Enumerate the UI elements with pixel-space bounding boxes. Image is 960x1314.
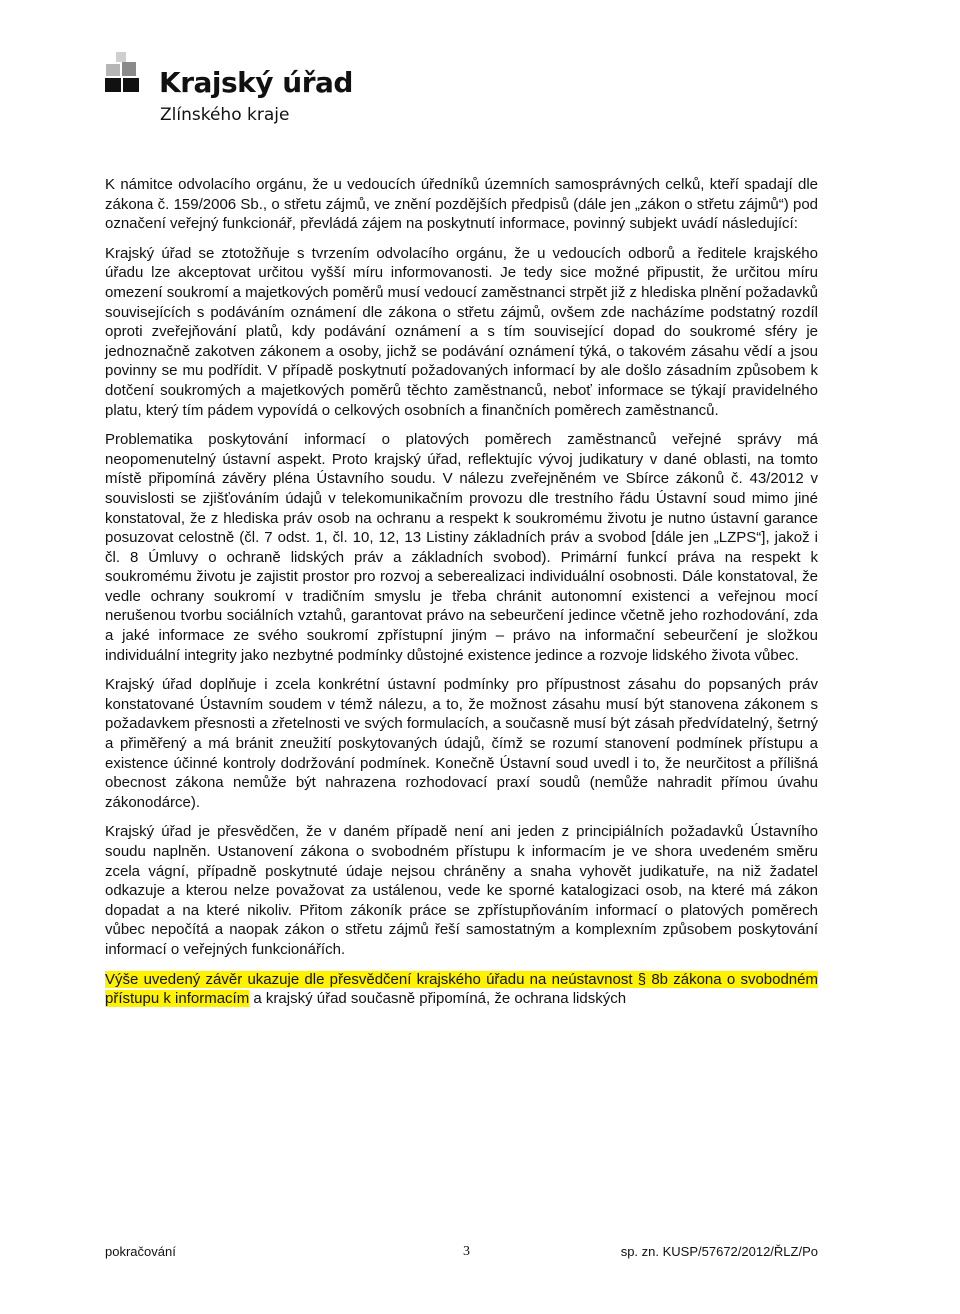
document-body: [105, 175, 818, 1019]
highlighted-text: Výše uvedený závěr ukazuje dle přesvědčení krajského úřadu na neústavnost § 8b zákona o svobodném přístupu k informacím: [105, 970, 818, 1008]
logo-title: Krajský úřad: [159, 66, 353, 99]
logo: [96, 50, 396, 130]
file-reference: sp. zn. KUSP/57672/2012/ŘLZ/Po: [620, 1244, 818, 1259]
footer-continuation: pokračování: [105, 1244, 176, 1259]
paragraph-5: Krajský úřad je přesvědčen, že v daném případě není ani jeden z principiálních požadavků Ústavního soudu naplněn. Ustanovení zákona o svobodném přístupu k informacím je ve shora uvedeném směru zcela vágní, případně poskytnuté údaje nejsou chráněny a snaha vyhovět judikatuře, na niž žadatel odkazuje a kterou nelze považovat za ustálenou, vede ke sporné katalogizaci osob, na které má zákon dopadat a na které nikoliv. Přitom zákoník práce se zpřístupňováním informací o platových poměrech vůbec nepočítá a naopak zákon o střetu zájmů řeší samostatným a komplexním způsobem poskytování informací o veřejných funkcionářích.: [105, 823, 818, 958]
logo-squares-icon: [96, 50, 156, 110]
logo-subtitle: Zlínského kraje: [160, 105, 290, 125]
page-number: 3: [463, 1244, 470, 1259]
paragraph-2: Krajský úřad se ztotožňuje s tvrzením odvolacího orgánu, že u vedoucích odborů a ředitele krajského úřadu lze akceptovat určitou vyšší míru informovanosti. Je tedy sice možné připustit, že určitou míru omezení soukromí a majetkových poměrů musí vedoucí zaměstnanci strpět již z hlediska plnění požadavků souvisejících s podáváním oznámení dle zákona o střetu zájmů, ovšem zde nacházíme podstatný rozdíl oproti zveřejňování platů, kdy podávání oznámení a s tím související dopad do soukromé sféry je jednoznačně zakotven zákonem a osoby, jichž se podávání oznámení týká, o takovém zásahu vědí a jsou povinny se mu podřídit. V případě poskytnutí požadovaných informací by ale došlo zásadním způsobem k dotčení soukromých a majetkových poměrů těchto zaměstnanců, neboť informace se týkají pravidelného platu, který tím pádem vypovídá o celkových osobních a finančních poměrech zaměstnanců.: [105, 244, 818, 419]
paragraph-6-rest: a krajský úřad současně připomíná, že ochrana lidských: [249, 990, 627, 1008]
paragraph-1: K námitce odvolacího orgánu, že u vedoucích úředníků územních samosprávných celků, kteří spadají dle zákona č. 159/2006 Sb., o střetu zájmů, ve znění pozdějších předpisů (dále jen „zákon o střetu zájmů“) pod označení veřejný funkcionář, převládá zájem na poskytnutí informace, povinný subjekt uvádí následující:: [105, 176, 818, 233]
paragraph-4: Krajský úřad doplňuje i zcela konkrétní ústavní podmínky pro přípustnost zásahu do popsaných práv konstatované Ústavním soudem v témž nálezu, a to, že možnost zásahu musí být stanovena zákonem s požadavkem přesnosti a zřetelnosti ve svých formulacích, a současně musí být zásah předvídatelný, šetrný a přiměřený a má bránit zneužití poskytovaných údajů, čímž se rozumí stanovení podmínek přístupu a existence účinné kontroly dodržování podmínek. Konečně Ústavní soud uvedl i to, že neurčitost a přílišná obecnost zákona nemůže být nahrazena rozhodovací praxí soudů (nemůže nahradit přímou úvahu zákonodárce).: [105, 676, 818, 811]
page-footer: [105, 1242, 818, 1262]
paragraph-6: [105, 970, 818, 1009]
paragraph-3: Problematika poskytování informací o platových poměrech zaměstnanců veřejné správy má neopomenutelný ústavní aspekt. Proto krajský úřad, reflektujíc vývoj judikatury v dané oblasti, na tomto místě připomíná závěry pléna Ústavního soudu. V nálezu zveřejněném ve Sbírce zákonů č. 43/2012 v souvislosti se zjišťováním údajů v telekomunikačním provozu dle trestního řádu Ústavní soud mimo jiné konstatoval, že z hlediska práv osob na ochranu a respekt k soukromému životu je nutno ústavní garance posuzovat celostně (čl. 7 odst. 1, čl. 10, 12, 13 Listiny základních práv a svobod [dále jen „LZPS“], jakož i čl. 8 Úmluvy o ochraně lidských práv a základních svobod). Primární funkcí práva na respekt k soukromému životu je zajistit prostor pro rozvoj a seberealizaci individuální osobnosti. Dále konstatoval, že vedle ochrany soukromí v tradičním smyslu je třeba chránit autonomní existenci a veřejnou mocí nerušenou tvorbu sociálních vztahů, garantovat právo na sebeurčení jedince včetně jeho rozhodování, zda a jaké informace ze svého soukromí zpřístupní jiným – právo na informační sebeurčení je složkou individuální integrity jako nezbytné podmínky důstojné existence jedince a rozvoje lidského života vůbec.: [105, 431, 818, 664]
